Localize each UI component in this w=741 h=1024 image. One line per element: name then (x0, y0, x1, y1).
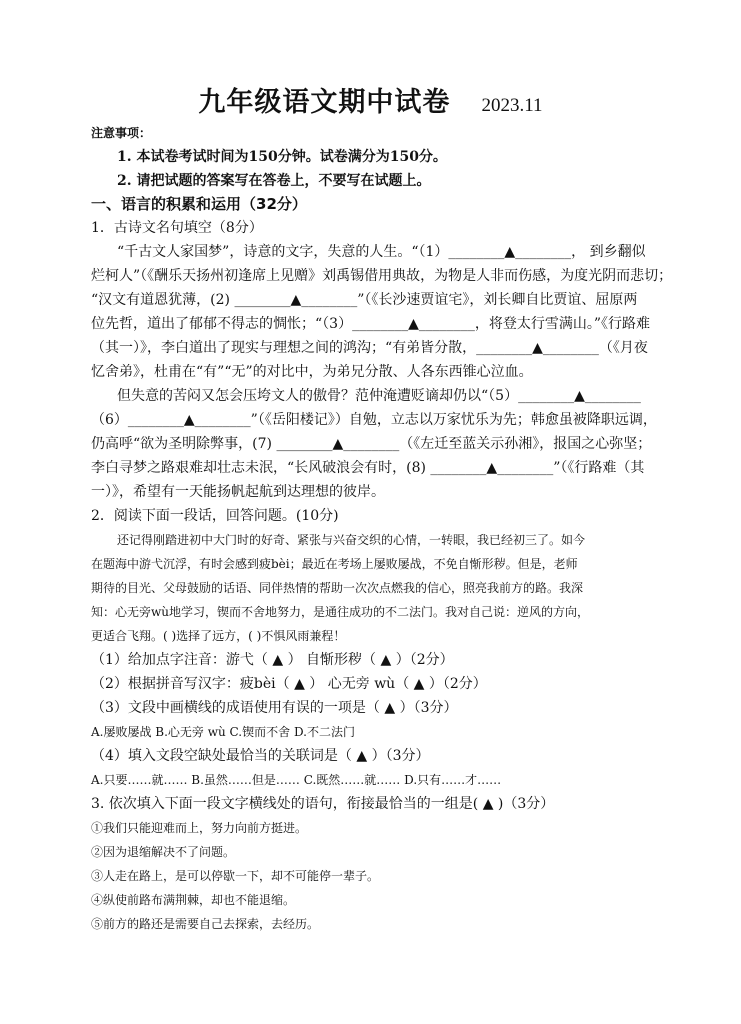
title-row (0, 80, 741, 119)
question-title: 3. 依次填入下面一段文字横线处的语句，衔接最恰当的一组是( ▲ )（3分） (91, 796, 555, 812)
passage-line: 更适合飞翔。( )选择了远方，( )不惧风雨兼程！ (91, 629, 346, 643)
section-heading: 一、语言的积累和运用（32分） (91, 195, 307, 213)
q3-option: ③人走在路上，是可以停歇一下，却不可能停一辈子。 (91, 869, 380, 883)
question-title: 1．古诗文名句填空（8分） (91, 220, 263, 236)
sub-question: （4）填入文段空缺处最恰当的关联词是（ ▲ ）（3分） (91, 748, 430, 764)
question-title: 2．阅读下面一段话，回答问题。(10分) (91, 508, 339, 524)
q3-option: ④纵使前路布满荆棘，却也不能退缩。 (91, 893, 296, 907)
q1-line: 一）》，希望有一天能扬帆起航到达理想的彼岸。 (91, 484, 385, 500)
sub-question: （2）根据拼音写汉字：疲bèi（ ▲ ） 心无旁 wù（ ▲ ）（2分） (91, 676, 487, 692)
q1-line: 但失意的苦闷又怎会压垮文人的傲骨？范仲淹遭贬谪却仍以“（5）________▲________ (117, 388, 641, 404)
sub-question: （1）给加点字注音：游弋（ ▲ ） 自惭形秽（ ▲ ）（2分） (91, 652, 454, 668)
notice-item: 1. 本试卷考试时间为150分钟。试卷满分为150分。 (117, 149, 447, 165)
q1-line: 位先哲，道出了郁郁不得志的惆怅；“（3）________▲________，将登太行雪满山。”《行路难 (91, 316, 650, 332)
q3-option: ⑤前方的路还是需要自己去探索，去经历。 (91, 917, 320, 931)
passage-line: 知：心无旁wù地学习，锲而不舍地努力，是通往成功的不二法门。我对自己说：逆风的方向， (91, 605, 590, 619)
page-title: 九年级语文期中试卷 (198, 87, 451, 118)
q1-line: 李白寻梦之路艰难却壮志未泯，“长风破浪会有时，(8) ________▲________”（《行路难（其 (91, 460, 645, 476)
q1-line: “千古文人家国梦”，诗意的文字，失意的人生。“（1）________▲________， 到乡翻似 (117, 244, 646, 260)
q1-line: 仍高呼“欲为圣明除弊事，(7) ________▲________（《左迁至蓝关示孙湘》，报国之心弥坚； (91, 436, 652, 452)
sub-question: （3）文段中画横线的成语使用有误的一项是（ ▲ ）（3分） (91, 700, 458, 716)
q1-line: （其一）》，李白道出了现实与理想之间的鸿沟；“有弟皆分散，________▲________（《月夜 (91, 340, 648, 356)
notice-label: 注意事项： (91, 126, 152, 140)
answer-options: A.只要……就…… B.虽然……但是…… C.既然……就…… D.只有……才…… (91, 773, 502, 787)
q1-line: （6）________▲________”（《岳阳楼记》）自勉，立志以万家忧乐为先；韩愈虽被降职远调， (91, 412, 657, 428)
exam-date: 2023.11 (481, 95, 543, 116)
q1-line: 烂柯人”（《酬乐天扬州初逢席上见赠》刘禹锡借用典故，为物是人非而伤感，为度光阴而悲切； (91, 268, 673, 284)
passage-line: 在题海中游弋沉浮，有时会感到疲bèi；最近在考场上屡败屡战，不免自惭形秽。但是，老师 (91, 557, 578, 571)
q3-option: ②因为退缩解决不了问题。 (91, 845, 236, 859)
passage-line: 期待的目光、父母鼓励的话语、同伴热情的帮助一次次点燃我的信心，照亮我前方的路。我深 (91, 581, 584, 595)
notice-item: 2. 请把试题的答案写在答卷上，不要写在试题上。 (117, 173, 431, 189)
passage-line: 还记得刚踏进初中大门时的好奇、紧张与兴奋交织的心情，一转眼，我已经初三了。如今 (117, 533, 586, 547)
q1-line: 忆舍弟》，杜甫在“有”“无”的对比中，为弟兄分散、人各东西锥心泣血。 (91, 364, 533, 380)
q1-line: “汉文有道恩犹薄，(2) ________▲________”（《长沙速贾谊宅》，刘长卿自比贾谊、屈原两 (91, 292, 638, 308)
answer-options: A.屡败屡战 B.心无旁 wù C.锲而不舍 D.不二法门 (91, 725, 355, 739)
q3-option: ①我们只能迎难而上，努力向前方挺进。 (91, 821, 308, 835)
